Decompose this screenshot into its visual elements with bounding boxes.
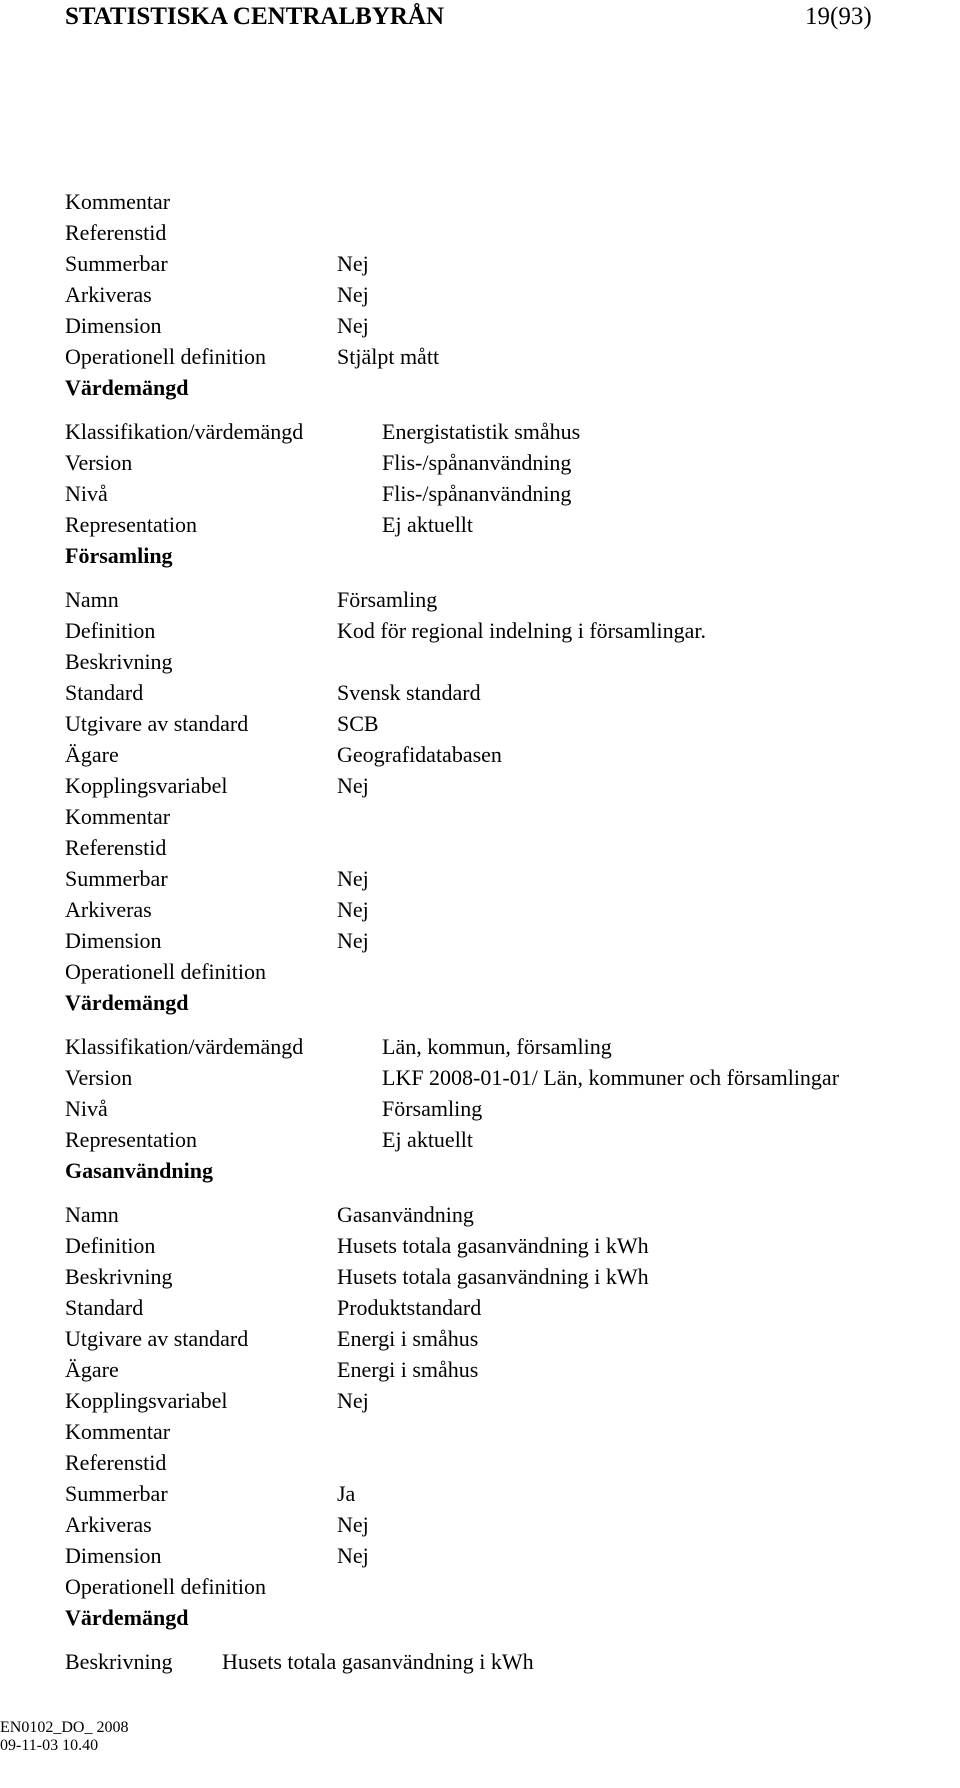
attr-label: Nivå xyxy=(65,1096,108,1121)
attr-label: Beskrivning xyxy=(65,1649,173,1674)
attr-value: Nej xyxy=(337,773,369,798)
attr-row xyxy=(65,248,960,279)
attr-value: Nej xyxy=(337,866,369,891)
attr-label: Referenstid xyxy=(65,220,167,245)
attr-row xyxy=(65,739,960,770)
section-heading xyxy=(65,372,960,403)
attr-row xyxy=(65,1230,960,1261)
attr-row xyxy=(65,1354,960,1385)
attr-label: Representation xyxy=(65,512,197,537)
attr-value: Ej aktuellt xyxy=(382,512,474,537)
attr-row xyxy=(65,1292,960,1323)
attr-row xyxy=(65,416,960,447)
attr-row xyxy=(65,1509,960,1540)
variable-list xyxy=(65,186,960,1677)
section-heading xyxy=(65,1602,960,1633)
attr-row xyxy=(65,478,960,509)
attr-value: Nej xyxy=(337,1543,369,1568)
attr-row xyxy=(65,310,960,341)
attr-row xyxy=(65,770,960,801)
attr-value: Kod för regional indelning i församlingar. xyxy=(337,618,707,643)
attr-value: Nej xyxy=(337,1388,369,1413)
value-set-heading: Värdemängd xyxy=(65,375,189,400)
attr-value: Husets totala gasanvändning i kWh xyxy=(337,1233,649,1258)
attr-value: Gasanvändning xyxy=(337,1202,474,1227)
attr-row xyxy=(65,279,960,310)
attr-row xyxy=(65,1323,960,1354)
attr-row xyxy=(65,1261,960,1292)
variable-heading: Församling xyxy=(65,543,173,568)
attr-row xyxy=(65,1478,960,1509)
attr-row xyxy=(65,584,960,615)
attr-row xyxy=(65,956,960,987)
attr-value: Län, kommun, församling xyxy=(382,1034,612,1059)
spacer xyxy=(65,1186,960,1199)
attr-label: Klassifikation/värdemängd xyxy=(65,419,304,444)
attr-row xyxy=(65,1571,960,1602)
attr-value: Ja xyxy=(337,1481,356,1506)
attr-value: Energi i småhus xyxy=(337,1326,479,1351)
attr-row xyxy=(65,925,960,956)
attr-label: Representation xyxy=(65,1127,197,1152)
attr-label: Operationell definition xyxy=(65,344,266,369)
attr-label: Kommentar xyxy=(65,804,171,829)
print-timestamp: 09-11-03 10.40 xyxy=(0,1737,99,1754)
attr-label: Utgivare av standard xyxy=(65,1326,249,1351)
page-header xyxy=(65,0,885,34)
attr-label: Referenstid xyxy=(65,835,167,860)
attr-row xyxy=(65,217,960,248)
attr-value: Flis-/spånanvändning xyxy=(382,481,572,506)
attr-label: Summerbar xyxy=(65,251,168,276)
attr-label: Kopplingsvariabel xyxy=(65,1388,228,1413)
attr-value: Nej xyxy=(337,897,369,922)
spacer xyxy=(65,571,960,584)
attr-label: Beskrivning xyxy=(65,1264,173,1289)
page-number: 19(93) xyxy=(805,3,872,30)
attr-value: Flis-/spånanvändning xyxy=(382,450,572,475)
attr-row xyxy=(65,1124,960,1155)
attr-value: Ej aktuellt xyxy=(382,1127,474,1152)
section-heading xyxy=(65,1155,960,1186)
attr-row xyxy=(65,1646,960,1677)
attr-label: Dimension xyxy=(65,313,162,338)
spacer xyxy=(65,1018,960,1031)
attr-row xyxy=(65,1540,960,1571)
attr-label: Standard xyxy=(65,680,144,705)
attr-value: LKF 2008-01-01/ Län, kommuner och församlingar xyxy=(382,1065,840,1090)
attr-label: Operationell definition xyxy=(65,1574,266,1599)
attr-value: Energi i småhus xyxy=(337,1357,479,1382)
attr-row xyxy=(65,832,960,863)
attr-value: SCB xyxy=(337,711,379,736)
value-set-heading: Värdemängd xyxy=(65,1605,189,1630)
attr-value: Husets totala gasanvändning i kWh xyxy=(222,1649,534,1674)
attr-label: Kommentar xyxy=(65,189,171,214)
section-heading xyxy=(65,987,960,1018)
attr-row xyxy=(65,615,960,646)
attr-label: Summerbar xyxy=(65,866,168,891)
attr-label: Dimension xyxy=(65,1543,162,1568)
attr-row xyxy=(65,863,960,894)
attr-value: Nej xyxy=(337,313,369,338)
attr-label: Definition xyxy=(65,618,156,643)
attr-label: Utgivare av standard xyxy=(65,711,249,736)
attr-row xyxy=(65,1385,960,1416)
attr-label: Ägare xyxy=(65,1357,119,1382)
attr-row xyxy=(65,894,960,925)
attr-label: Operationell definition xyxy=(65,959,266,984)
attr-label: Namn xyxy=(65,1202,119,1227)
attr-value: Stjälpt mått xyxy=(337,344,440,369)
attr-row xyxy=(65,1031,960,1062)
document-id: EN0102_DO_ 2008 xyxy=(0,1719,129,1736)
attr-value: Nej xyxy=(337,251,369,276)
attr-row xyxy=(65,186,960,217)
attr-row xyxy=(65,447,960,478)
attr-label: Klassifikation/värdemängd xyxy=(65,1034,304,1059)
attr-row xyxy=(65,708,960,739)
attr-label: Beskrivning xyxy=(65,649,173,674)
attr-value: Geografidatabasen xyxy=(337,742,502,767)
spacer xyxy=(65,403,960,416)
attr-row xyxy=(65,646,960,677)
attr-label: Referenstid xyxy=(65,1450,167,1475)
attr-row xyxy=(65,1062,960,1093)
attr-label: Arkiveras xyxy=(65,897,152,922)
attr-label: Nivå xyxy=(65,481,108,506)
attr-label: Version xyxy=(65,1065,133,1090)
attr-label: Arkiveras xyxy=(65,282,152,307)
attr-row xyxy=(65,677,960,708)
organization-name: STATISTISKA CENTRALBYRÅN xyxy=(65,3,445,30)
attr-label: Arkiveras xyxy=(65,1512,152,1537)
page-footer xyxy=(0,1719,128,1755)
attr-label: Definition xyxy=(65,1233,156,1258)
attr-value: Svensk standard xyxy=(337,680,481,705)
variable-heading: Gasanvändning xyxy=(65,1158,213,1183)
attr-value: Produktstandard xyxy=(337,1295,482,1320)
spacer xyxy=(65,1633,960,1646)
attr-label: Standard xyxy=(65,1295,144,1320)
attr-value: Husets totala gasanvändning i kWh xyxy=(337,1264,649,1289)
attr-row xyxy=(65,341,960,372)
attr-row xyxy=(65,1416,960,1447)
attr-label: Kopplingsvariabel xyxy=(65,773,228,798)
attr-label: Dimension xyxy=(65,928,162,953)
attr-row xyxy=(65,509,960,540)
attr-label: Version xyxy=(65,450,133,475)
attr-label: Kommentar xyxy=(65,1419,171,1444)
attr-value: Energistatistik småhus xyxy=(382,419,581,444)
attr-label: Namn xyxy=(65,587,119,612)
attr-label: Summerbar xyxy=(65,1481,168,1506)
attr-value: Nej xyxy=(337,1512,369,1537)
attr-row xyxy=(65,1093,960,1124)
attr-row xyxy=(65,1447,960,1478)
attr-value: Församling xyxy=(382,1096,483,1121)
attr-value: Nej xyxy=(337,282,369,307)
attr-row xyxy=(65,1199,960,1230)
value-set-heading: Värdemängd xyxy=(65,990,189,1015)
section-heading xyxy=(65,540,960,571)
attr-value: Nej xyxy=(337,928,369,953)
attr-row xyxy=(65,801,960,832)
attr-label: Ägare xyxy=(65,742,119,767)
attr-value: Församling xyxy=(337,587,438,612)
